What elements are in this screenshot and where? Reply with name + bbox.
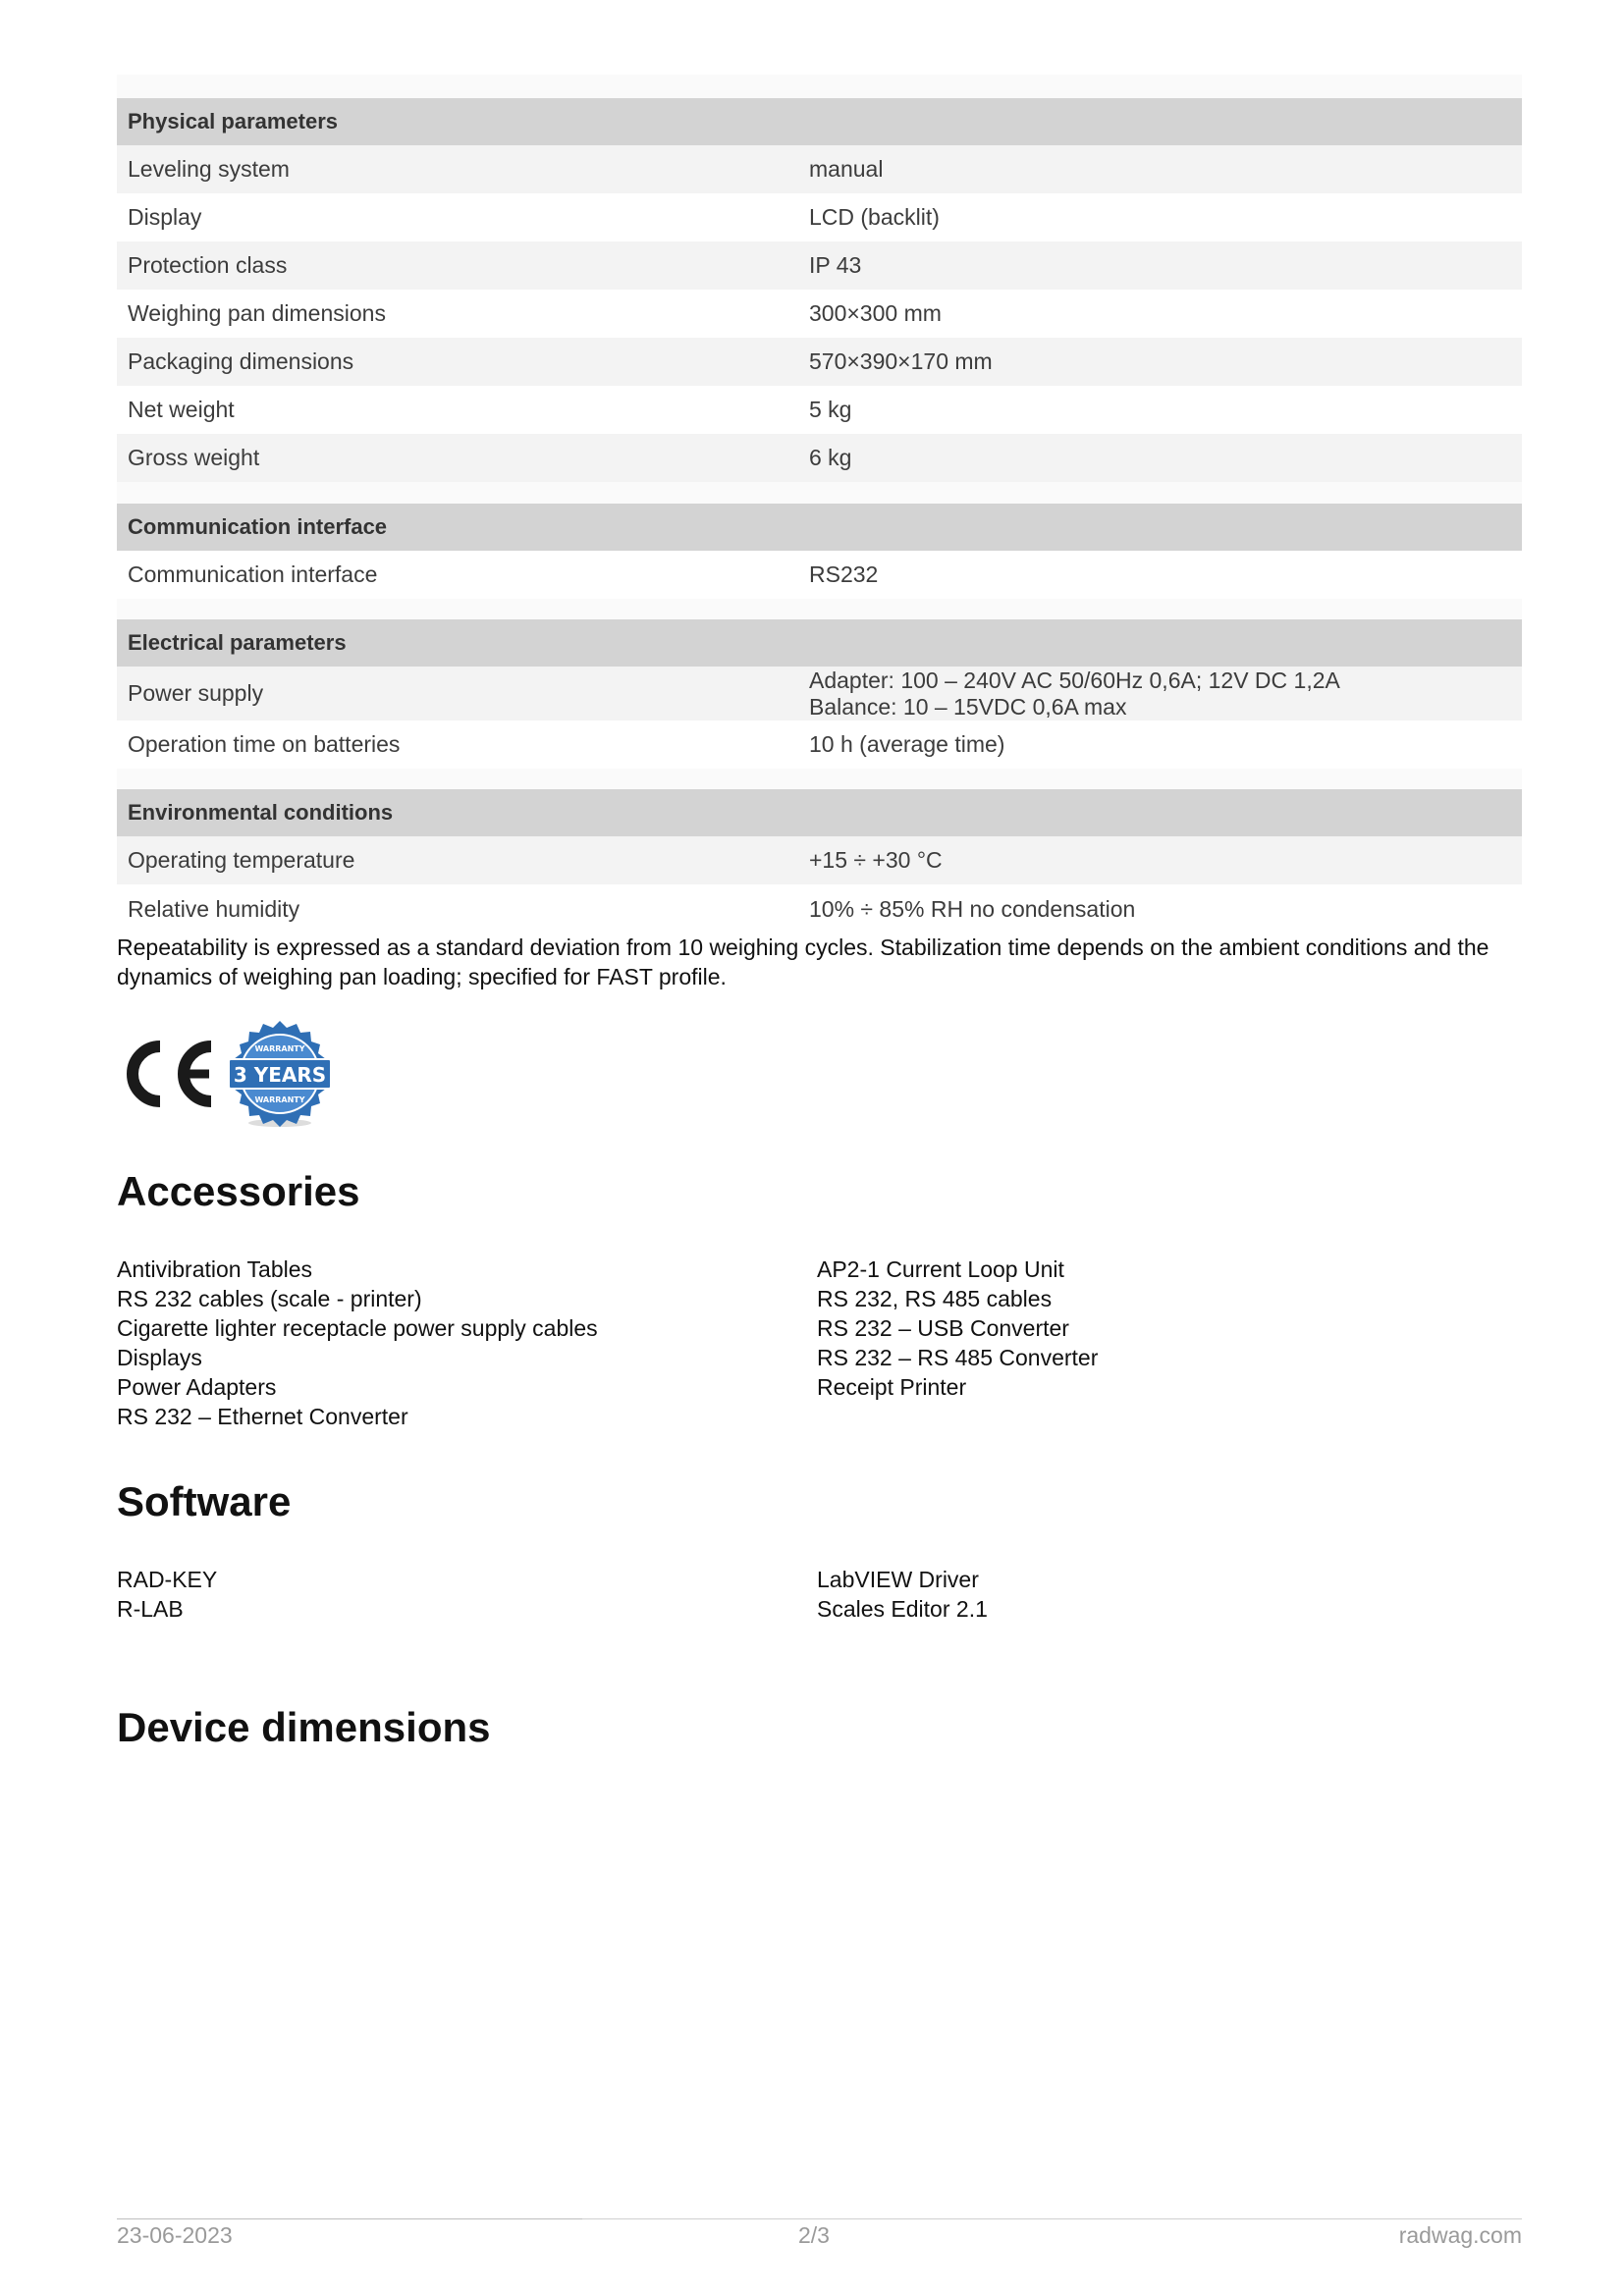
footer-page-number: 2/3	[798, 2222, 830, 2248]
list-item: RAD-KEY	[117, 1567, 218, 1592]
software-list-right	[817, 1565, 988, 1624]
list-item: Receipt Printer	[817, 1374, 967, 1400]
warranty-seal-icon	[225, 1019, 335, 1129]
row-value: 570×390×170 mm	[809, 348, 993, 374]
list-item: Displays	[117, 1345, 202, 1370]
section-header-physical: Physical parameters	[117, 98, 1522, 145]
row-value: IP 43	[809, 252, 862, 278]
specification-table	[117, 75, 1522, 934]
row-value: 10 h (average time)	[809, 731, 1005, 757]
table-spacer	[117, 75, 1522, 98]
table-row	[117, 667, 1522, 721]
list-item: RS 232 cables (scale - printer)	[117, 1286, 422, 1311]
repeatability-note: Repeatability is expressed as a standard deviation from 10 weighing cycles. Stabilization time depends on the ambient conditions and the dynamics of weighing pan loading; specified for FAST profile.	[117, 934, 1489, 989]
table-row	[117, 290, 1522, 338]
table-spacer	[117, 769, 1522, 789]
software-list-left	[117, 1565, 217, 1624]
warranty-top-text: WARRANTY	[254, 1044, 305, 1053]
footer-divider	[117, 2218, 582, 2219]
footer-site: radwag.com	[1398, 2222, 1522, 2248]
row-label: Packaging dimensions	[128, 348, 354, 374]
row-label: Net weight	[128, 397, 235, 422]
section-header-electrical: Electrical parameters	[117, 619, 1522, 667]
table-row	[117, 193, 1522, 241]
list-item: R-LAB	[117, 1596, 184, 1622]
row-value	[809, 667, 1522, 721]
footer-date: 23-06-2023	[117, 2222, 233, 2248]
accessories-list-right	[817, 1255, 1098, 1402]
section-header-environmental: Environmental conditions	[117, 789, 1522, 836]
row-value: +15 ÷ +30 °C	[809, 847, 943, 873]
certification-badges	[117, 1019, 335, 1129]
table-spacer	[117, 482, 1522, 504]
accessories-heading: Accessories	[117, 1168, 360, 1214]
list-item: RS 232, RS 485 cables	[817, 1286, 1053, 1311]
row-value: 300×300 mm	[809, 300, 942, 326]
table-row	[117, 145, 1522, 193]
table-row	[117, 884, 1522, 934]
row-label: Power supply	[128, 680, 264, 706]
table-row	[117, 386, 1522, 434]
row-label: Operating temperature	[128, 847, 355, 873]
software-heading: Software	[117, 1478, 292, 1524]
ce-mark-icon	[117, 1025, 215, 1123]
footer-divider	[582, 2218, 1522, 2219]
table-row	[117, 338, 1522, 386]
row-value: LCD (backlit)	[809, 204, 940, 230]
device-dimensions-heading: Device dimensions	[117, 1704, 491, 1750]
row-label: Leveling system	[128, 156, 290, 182]
row-label: Gross weight	[128, 445, 260, 470]
row-value: 6 kg	[809, 445, 852, 470]
section-header-communication: Communication interface	[117, 504, 1522, 551]
list-item: Antivibration Tables	[117, 1256, 313, 1282]
row-value-line: Adapter: 100 – 240V AC 50/60Hz 0,6A; 12V DC 1,2A	[809, 667, 1340, 693]
row-label: Operation time on batteries	[128, 731, 401, 757]
row-label: Relative humidity	[128, 895, 300, 922]
table-row	[117, 836, 1522, 884]
row-label: Display	[128, 204, 202, 230]
list-item: RS 232 – RS 485 Converter	[817, 1345, 1099, 1370]
list-item: RS 232 – USB Converter	[817, 1315, 1069, 1341]
table-spacer	[117, 599, 1522, 619]
list-item: LabVIEW Driver	[817, 1567, 979, 1592]
row-value: 10% ÷ 85% RH no condensation	[809, 895, 1136, 922]
row-value-line: Balance: 10 – 15VDC 0,6A max	[809, 693, 1127, 720]
table-row	[117, 551, 1522, 599]
list-item: Cigarette lighter receptacle power supply cables	[117, 1315, 598, 1341]
list-item: Power Adapters	[117, 1374, 277, 1400]
table-row	[117, 241, 1522, 290]
table-row	[117, 434, 1522, 482]
row-value: RS232	[809, 561, 879, 587]
row-value: 5 kg	[809, 397, 852, 422]
list-item: AP2-1 Current Loop Unit	[817, 1256, 1064, 1282]
list-item: Scales Editor 2.1	[817, 1596, 988, 1622]
warranty-main-text: 3 YEARS	[233, 1063, 327, 1087]
accessories-list-left	[117, 1255, 598, 1431]
row-label: Weighing pan dimensions	[128, 300, 386, 326]
list-item: RS 232 – Ethernet Converter	[117, 1404, 408, 1429]
row-label: Communication interface	[128, 561, 378, 587]
warranty-bottom-text: WARRANTY	[254, 1095, 305, 1104]
row-value: manual	[809, 156, 884, 182]
table-row	[117, 721, 1522, 769]
row-label: Protection class	[128, 252, 288, 278]
